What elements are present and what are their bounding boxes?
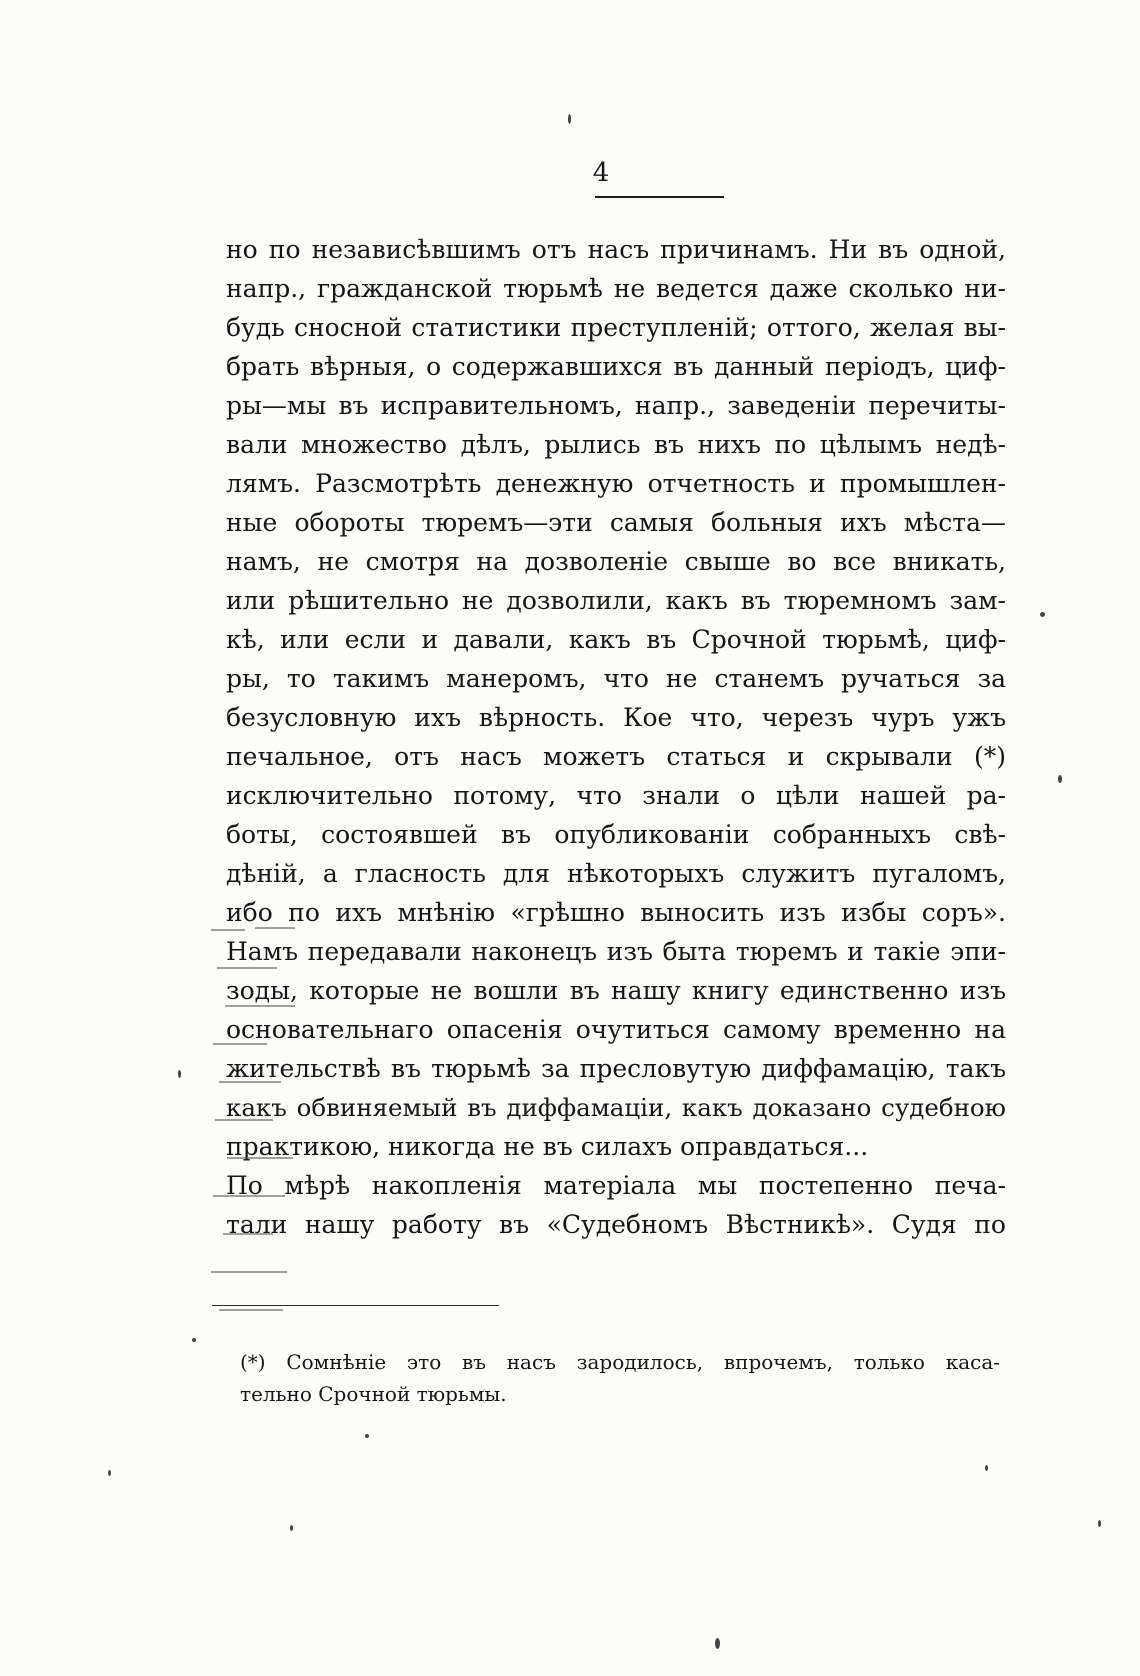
body-line: ры, то такимъ манеромъ, что не станемъ ручаться за	[226, 664, 1006, 693]
paper-speck	[290, 1525, 293, 1531]
body-line: брать вѣрныя, о содержавшихся въ данный періодъ, циф-	[226, 352, 1006, 381]
body-line: кѣ, или если и давали, какъ въ Срочной тюрьмѣ, циф-	[226, 625, 1006, 654]
body-line: По мѣрѣ накопленія матеріала мы постепенно печа-	[226, 1171, 1006, 1200]
body-line: напр., гражданской тюрьмѣ не ведется даже сколько ни-	[226, 274, 1006, 303]
paper-speck	[1040, 612, 1045, 617]
body-line: безусловную ихъ вѣрность. Кое что, черезъ чуръ ужъ	[226, 703, 1006, 732]
body-line: ные обороты тюремъ—эти самыя больныя ихъ мѣста—	[226, 508, 1006, 537]
body-line: зоды, которые не вошли въ нашу книгу единственно изъ	[226, 976, 1006, 1005]
body-line: или рѣшительно не дозволили, какъ въ тюремномъ зам-	[226, 586, 1006, 615]
paper-speck	[715, 1638, 720, 1649]
body-line: дѣній, а гласность для нѣкоторыхъ служитъ пугаломъ,	[226, 859, 1006, 888]
body-line: намъ, не смотря на дозволеніе свыше во все вникать,	[226, 547, 1006, 576]
footnote-line: (*) Сомнѣніе это въ насъ зародилось, впрочемъ, только каса-	[240, 1350, 1000, 1374]
page-number: 4	[592, 158, 610, 188]
paper-speck	[108, 1470, 111, 1476]
body-line: основательнаго опасенія очутиться самому временно на	[226, 1015, 1006, 1044]
body-line: ры—мы въ исправительномъ, напр., заведеніи перечиты-	[226, 391, 1006, 420]
body-line: вали множество дѣлъ, рылись въ нихъ по цѣлымъ недѣ-	[226, 430, 1006, 459]
body-line: практикою, никогда не въ силахъ оправдаться...	[226, 1132, 869, 1161]
paper-speck	[1058, 775, 1062, 783]
paper-speck	[178, 1070, 181, 1078]
paper-speck	[1098, 1520, 1101, 1527]
body-line: жительствѣ въ тюрьмѣ за пресловутую диффамацію, такъ	[226, 1054, 1006, 1083]
body-line: будь сносной статистики преступленій; оттого, желая вы-	[226, 313, 1006, 342]
paper-speck	[192, 1338, 196, 1342]
paper-speck	[365, 1434, 369, 1438]
body-line: боты, состоявшей въ опубликованіи собранныхъ свѣ-	[226, 820, 1006, 849]
body-line: какъ обвиняемый въ диффамаціи, какъ доказано судебною	[226, 1093, 1006, 1122]
body-text	[226, 230, 1006, 1244]
body-line: печальное, отъ насъ можетъ статься и скрывали (*)	[226, 742, 1006, 771]
body-line: ибо по ихъ мнѣнію «грѣшно выносить изъ избы соръ».	[226, 898, 1006, 927]
footnote-line: тельно Срочной тюрьмы.	[240, 1382, 507, 1406]
footnote-rule	[212, 1305, 499, 1306]
paper-speck	[985, 1465, 988, 1471]
body-line: исключительно потому, что знали о цѣли нашей ра-	[226, 781, 1006, 810]
footnote	[240, 1346, 1000, 1410]
body-line: Намъ передавали наконецъ изъ быта тюремъ и такіе эпи-	[226, 937, 1006, 966]
body-line: но по независѣвшимъ отъ насъ причинамъ. Ни въ одной,	[226, 235, 1006, 264]
paper-speck	[568, 114, 571, 124]
header-rule	[595, 196, 724, 198]
body-line: тали нашу работу въ «Судебномъ Вѣстникѣ». Судя по	[226, 1210, 1006, 1239]
body-line: лямъ. Разсмотрѣть денежную отчетность и промышлен-	[226, 469, 1006, 498]
